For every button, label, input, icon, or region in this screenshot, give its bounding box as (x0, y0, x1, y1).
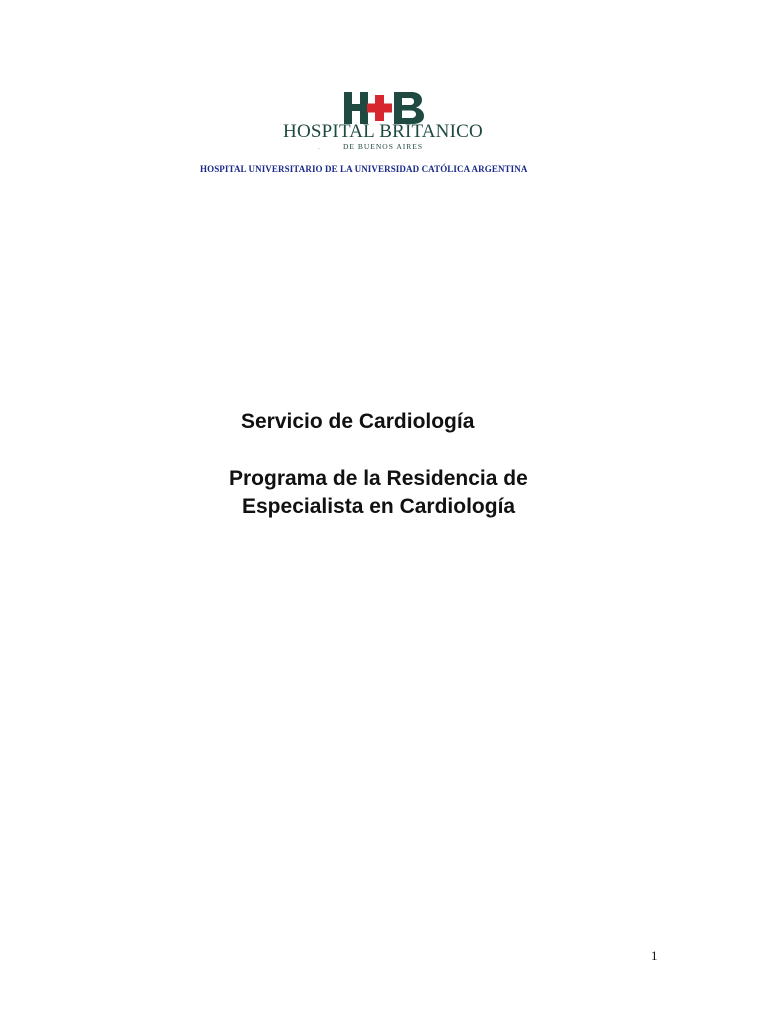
logo-subtitle: DE BUENOS AIRES (342, 142, 423, 151)
program-title (229, 465, 609, 521)
program-title-line-1: Programa de la Residencia de (229, 467, 528, 490)
hospital-logo (278, 92, 488, 152)
logo-hospital-name: HOSPITAL BRITANICO (283, 121, 483, 142)
program-title-line-2: Especialista en Cardiología (242, 495, 516, 518)
logo-dot: · (318, 146, 320, 152)
service-title: Servicio de Cardiología (241, 410, 475, 433)
hb-cross-logo-icon (344, 92, 424, 124)
university-affiliation: HOSPITAL UNIVERSITARIO DE LA UNIVERSIDAD CATÓLICA ARGENTINA (200, 164, 528, 174)
page-number: 1 (651, 948, 658, 963)
